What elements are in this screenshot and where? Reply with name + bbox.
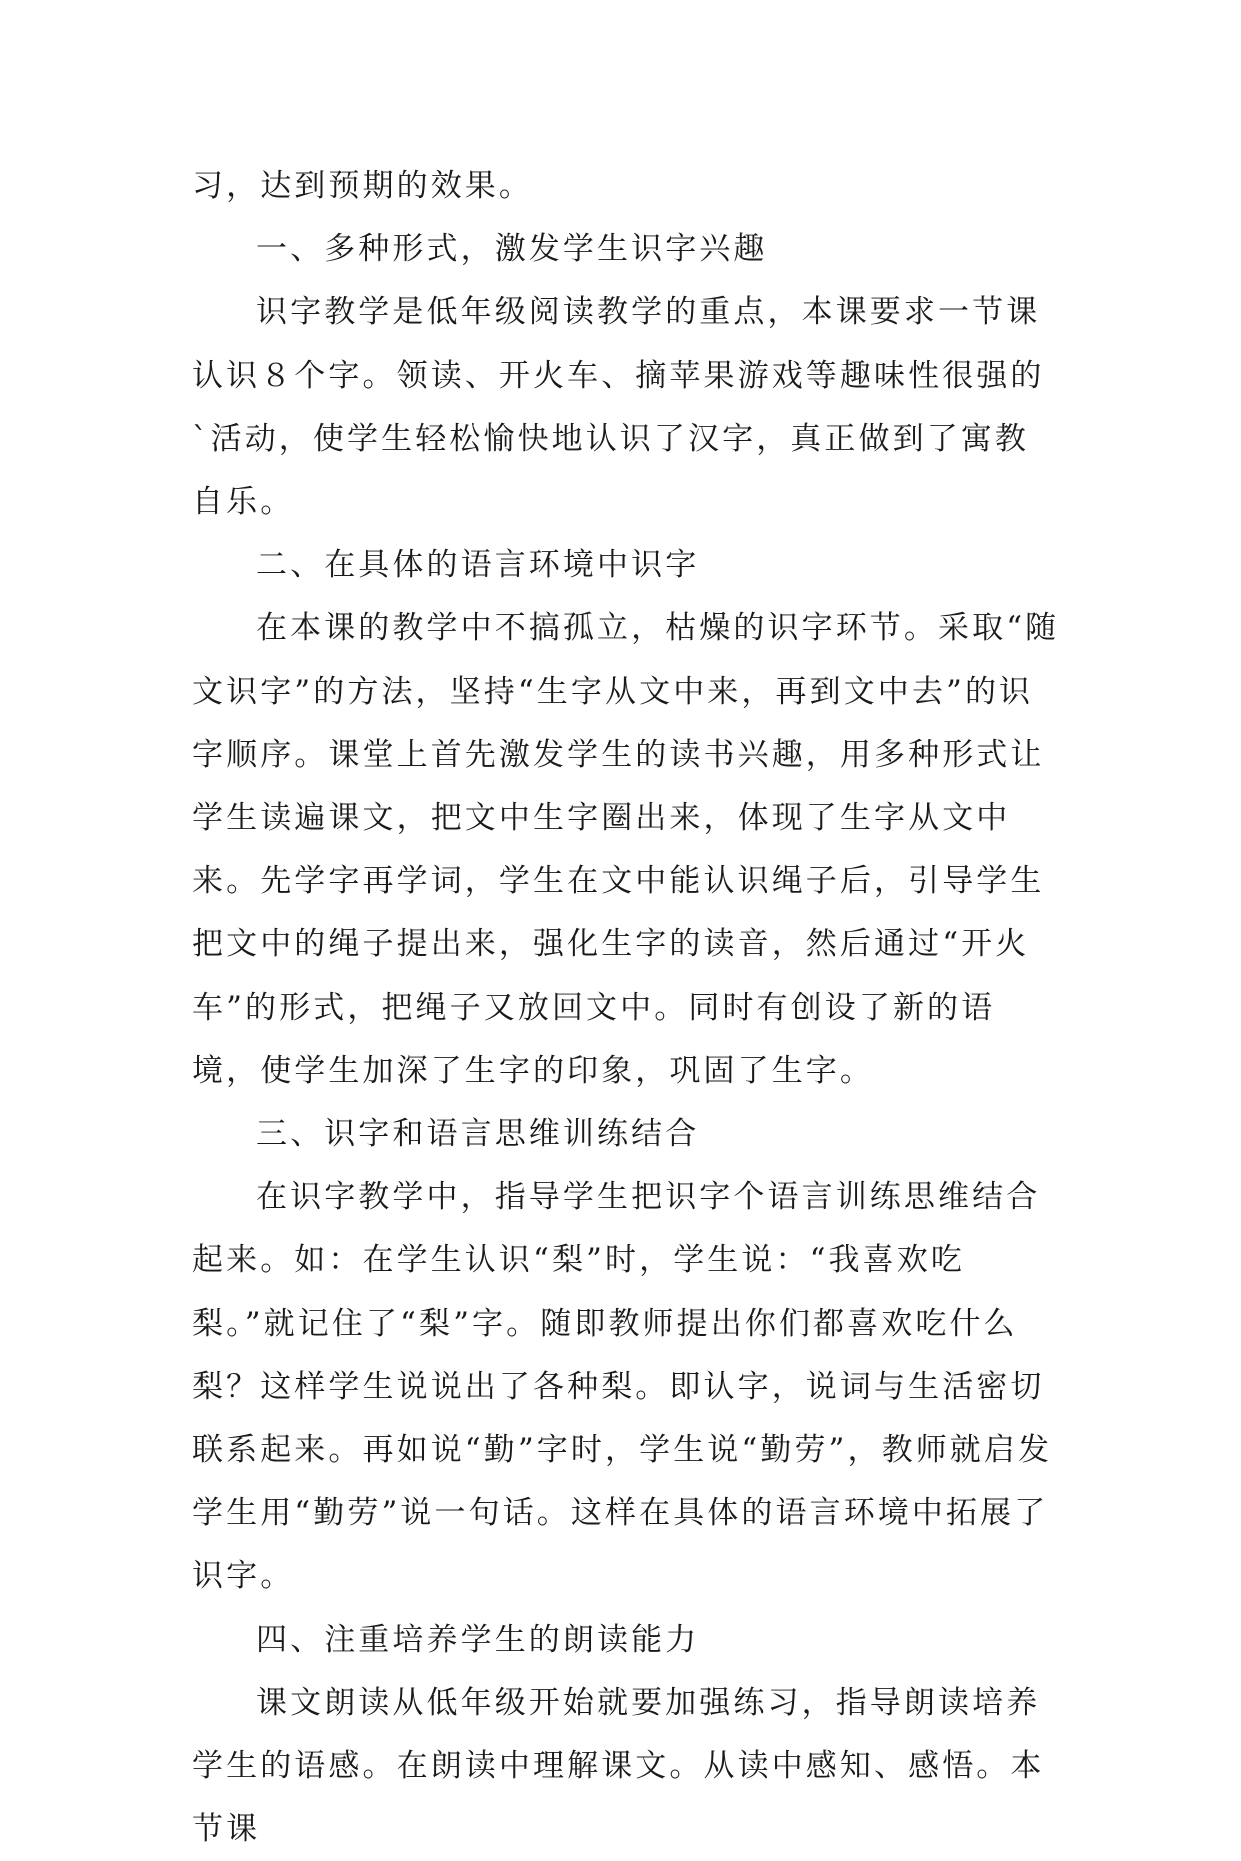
section-heading-1: 一、多种形式，激发学生识字兴趣 [256,231,768,268]
paragraph-section-3: 在识字教学中，指导学生把识字个语言训练思维结合起来。如：在学生认识“梨”时，学生说：“我喜欢吃梨。”就记住了“梨”字。随即教师提出你们都喜欢吃什么梨？这样学生说说出了各种梨。即认字，说词与生活密切联系起来。再如说“勤”字时，学生说“勤劳”，教师就启发学生用“勤劳”说一句话。这样在具体的语言环境中拓展了识字。 [192,1179,1053,1595]
section-heading-4: 四、注重培养学生的朗读能力 [256,1621,700,1658]
paragraph-continuation: 习，达到预期的效果。 [192,168,533,204]
section-heading-3: 三、识字和语言思维训练结合 [256,1116,700,1153]
paragraph-section-2: 在本课的教学中不搞孤立，枯燥的识字环节。采取“随文识字”的方法，坚持“生字从文中来，再到文中去”的识字顺序。课堂上首先激发学生的读书兴趣，用多种形式让学生读遍课文，把文中生字圈出来，体现了生字从文中来。先学字再学词，学生在文中能认识绳子后，引导学生把文中的绳子提出来，强化生字的读音，然后通过“开火车”的形式，把绳子又放回文中。同时有创设了新的语境，使学生加深了生字的印象，巩固了生字。 [192,610,1060,1089]
paragraph-section-1: 识字教学是低年级阅读教学的重点，本课要求一节课认识８个字。领读、开火车、摘苹果游戏等趣味性很强的`活动，使学生轻松愉快地认识了汉字，真正做到了寓教自乐。 [192,294,1045,521]
section-heading-2: 二、在具体的语言环境中识字 [256,547,700,584]
paragraph-section-4: 课文朗读从低年级开始就要加强练习，指导朗读培养学生的语感。在朗读中理解课文。从读中感知、感悟。本节课 [192,1684,1045,1848]
document-body [192,155,1062,1861]
